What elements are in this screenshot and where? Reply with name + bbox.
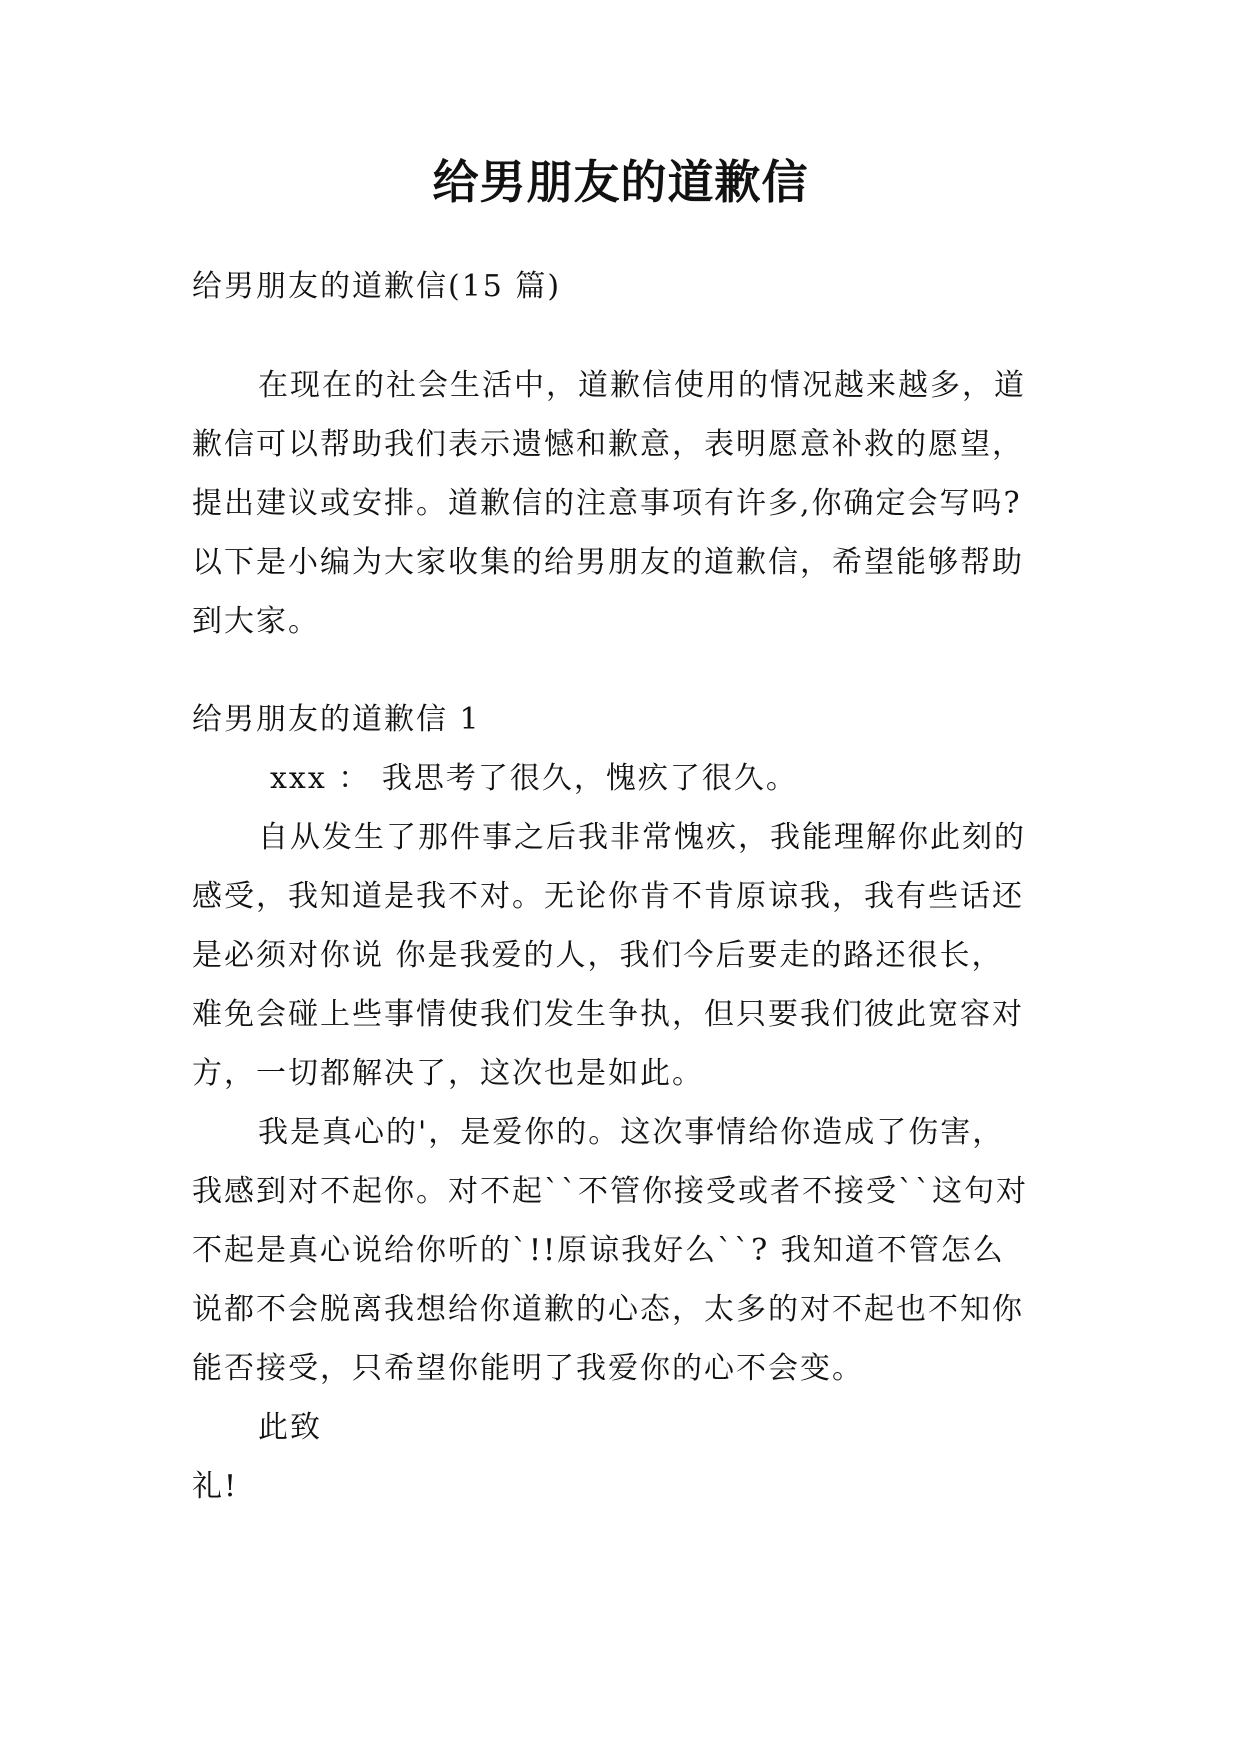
- paragraph-line: 方，一切都解决了，这次也是如此。: [192, 1056, 704, 1091]
- section-heading: 给男朋友的道歉信 1: [192, 702, 481, 737]
- document-title: 给男朋友的道歉信: [432, 155, 809, 209]
- intro-line: 在现在的社会生活中，道歉信使用的情况越来越多，道: [258, 368, 1026, 403]
- intro-line: 提出建议或安排。道歉信的注意事项有许多,你确定会写吗?: [192, 486, 1022, 521]
- paragraph-line: 自从发生了那件事之后我非常愧疚，我能理解你此刻的: [258, 820, 1026, 855]
- intro-line: 歉信可以帮助我们表示遗憾和歉意，表明愿意补救的愿望，: [192, 427, 1024, 462]
- paragraph-line: 是必须对你说 你是我爱的人，我们今后要走的路还很长，: [192, 938, 1004, 973]
- paragraph-line: 不起是真心说给你听的`!!原谅我好么``? 我知道不管怎么: [192, 1233, 1005, 1268]
- paragraph-line: 我感到对不起你。对不起``不管你接受或者不接受``这句对: [192, 1174, 1028, 1209]
- paragraph-line: 说都不会脱离我想给你道歉的心态，太多的对不起也不知你: [192, 1292, 1024, 1327]
- letter-salutation: xxx ： 我思考了很久，愧疚了很久。: [270, 761, 798, 796]
- intro-line: 以下是小编为大家收集的给男朋友的道歉信，希望能够帮助: [192, 545, 1024, 580]
- paragraph-line: 能否接受，只希望你能明了我爱你的心不会变。: [192, 1351, 864, 1386]
- intro-line: 到大家。: [192, 604, 320, 639]
- paragraph-line: 感受，我知道是我不对。无论你肯不肯原谅我，我有些话还: [192, 879, 1024, 914]
- document-subtitle: 给男朋友的道歉信(15 篇): [192, 269, 562, 304]
- paragraph-line: 难免会碰上些事情使我们发生争执，但只要我们彼此宽容对: [192, 997, 1024, 1032]
- letter-regards: 礼!: [192, 1469, 239, 1504]
- paragraph-line: 我是真心的'，是爱你的。这次事情给你造成了伤害，: [258, 1115, 1005, 1150]
- letter-closing: 此致: [258, 1410, 322, 1445]
